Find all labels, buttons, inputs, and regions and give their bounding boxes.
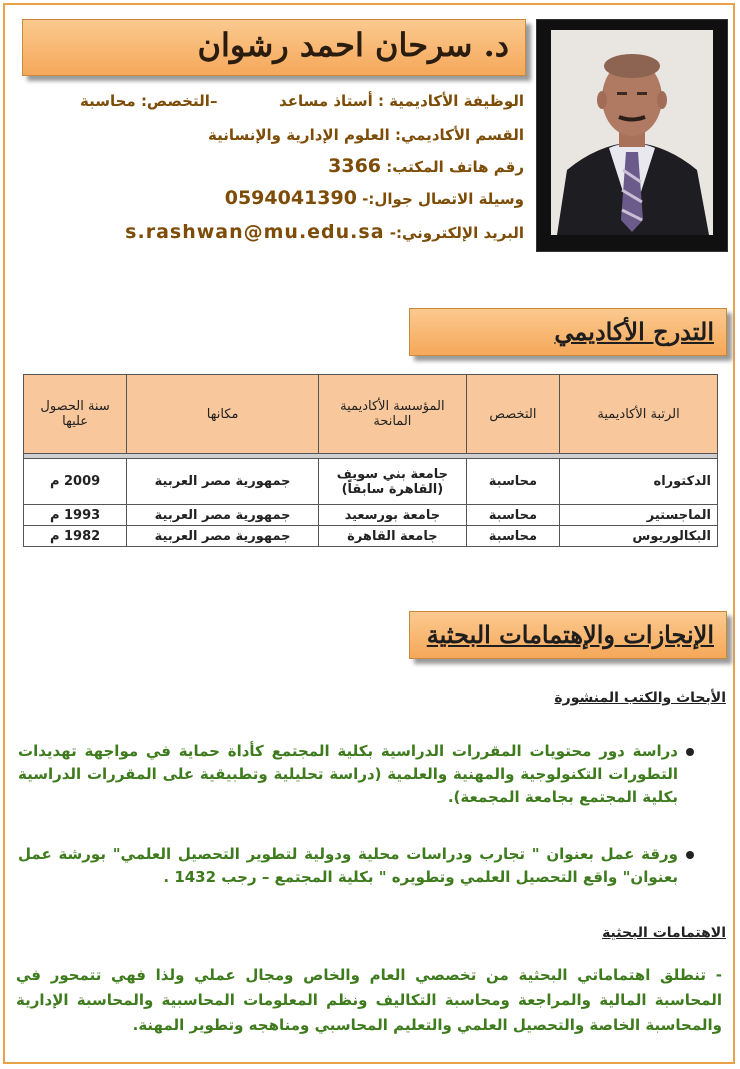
row-place: جمهورية مصر العربية: [127, 526, 319, 547]
mobile-label: وسيلة الاتصال جوال:-: [362, 190, 524, 208]
published-heading: الأبحاث والكتب المنشورة: [554, 690, 726, 706]
header-specialty: التخصص: [466, 375, 559, 454]
row-institution: جامعة القاهرة: [319, 526, 467, 547]
profile-photo: [536, 19, 728, 252]
profile-name: د. سرحان احمد رشوان: [197, 26, 509, 64]
row-rank: الدكتوراه: [560, 459, 718, 505]
row-rank: الماجستير: [560, 505, 718, 526]
name-banner: [22, 19, 526, 76]
row-place: جمهورية مصر العربية: [127, 459, 319, 505]
position-value: أستاذ مساعد: [279, 92, 373, 110]
header-institution: المؤسسة الأكاديمية المانحة: [319, 375, 467, 454]
row-institution: جامعة بني سويف (القاهرة سابقاً): [319, 459, 467, 505]
row-specialty: محاسبة: [466, 526, 559, 547]
research-item: ورقة عمل بعنوان " تجارب ودراسات محلية ودولية لتطوير التحصيل العلمي" بورشة عمل بعنوان" واقع التحصيل العلمي وتطويره " بكلية المجتمع – رجب 1432 .: [18, 845, 678, 886]
research-banner: [409, 611, 727, 659]
mobile-line: [225, 187, 524, 209]
mobile-value: 0594041390: [224, 187, 357, 209]
position-label: الوظيفة الأكاديمية :: [377, 92, 524, 110]
info-dash: –: [210, 92, 218, 110]
portrait-illustration: [537, 20, 727, 251]
header-place: مكانها: [127, 375, 319, 454]
specialty-line: [80, 92, 210, 110]
academic-title: التدرج الأكاديمي: [554, 317, 714, 346]
row-institution: جامعة بورسعيد: [319, 505, 467, 526]
table-row: [24, 459, 718, 505]
office-phone-value: 3366: [328, 155, 382, 177]
department-line: [208, 126, 524, 144]
row-rank: البكالوريوس: [560, 526, 718, 547]
specialty-value: محاسبة: [80, 92, 136, 110]
row-year: 1982 م: [24, 526, 127, 547]
office-phone-line: [328, 155, 524, 177]
header-rank: الرتبة الأكاديمية: [560, 375, 718, 454]
degrees-table: [23, 374, 718, 547]
email-label: البريد الإلكتروني:-: [389, 224, 524, 242]
bullet-icon: [686, 851, 694, 859]
row-specialty: محاسبة: [466, 505, 559, 526]
table-row: [24, 505, 718, 526]
row-year: 1993 م: [24, 505, 127, 526]
position-line: [279, 92, 524, 110]
header-year: سنة الحصول عليها: [24, 375, 127, 454]
interests-heading: الاهتمامات البحثية: [602, 925, 726, 941]
academic-banner: [409, 308, 727, 356]
table-row: [24, 526, 718, 547]
office-phone-label: رقم هاتف المكتب:: [386, 158, 524, 176]
row-place: جمهورية مصر العربية: [127, 505, 319, 526]
research-item: دراسة دور محتويات المقررات الدراسية بكلية المجتمع كأداة حماية في مواجهة تهديدات التطورات التكنولوجية والمهنية والعلمية (دراسة تحليلية وتطبيقية على المقررات الدراسية بكلية المجتمع بجامعة المجمعة).: [18, 742, 678, 806]
interests-paragraph: - تنطلق اهتماماتي البحثية من تخصصي العام والخاص ومجال عملي ولذا فهي تتمحور في المحاسبة المالية والمراجعة ومحاسبة التكاليف ونظم المعلومات المحاسبية والمحاسبة الإدارية والمحاسبة الخاصة والتحصيل العلمي والتعليم المحاسبي ومناهجه وتطوير المهنة.: [16, 966, 722, 1034]
email-value[interactable]: s.rashwan@mu.edu.sa: [125, 221, 385, 243]
research-title: الإنجازات والإهتمامات البحثية: [426, 620, 714, 649]
email-line: [125, 221, 524, 243]
department-label: القسم الأكاديمي:: [394, 126, 524, 144]
specialty-label: التخصص:: [140, 92, 210, 110]
table-header-row: [24, 375, 718, 454]
bullet-icon: [686, 748, 694, 756]
department-value: العلوم الإدارية والإنسانية: [207, 126, 390, 144]
row-specialty: محاسبة: [466, 459, 559, 505]
row-year: 2009 م: [24, 459, 127, 505]
